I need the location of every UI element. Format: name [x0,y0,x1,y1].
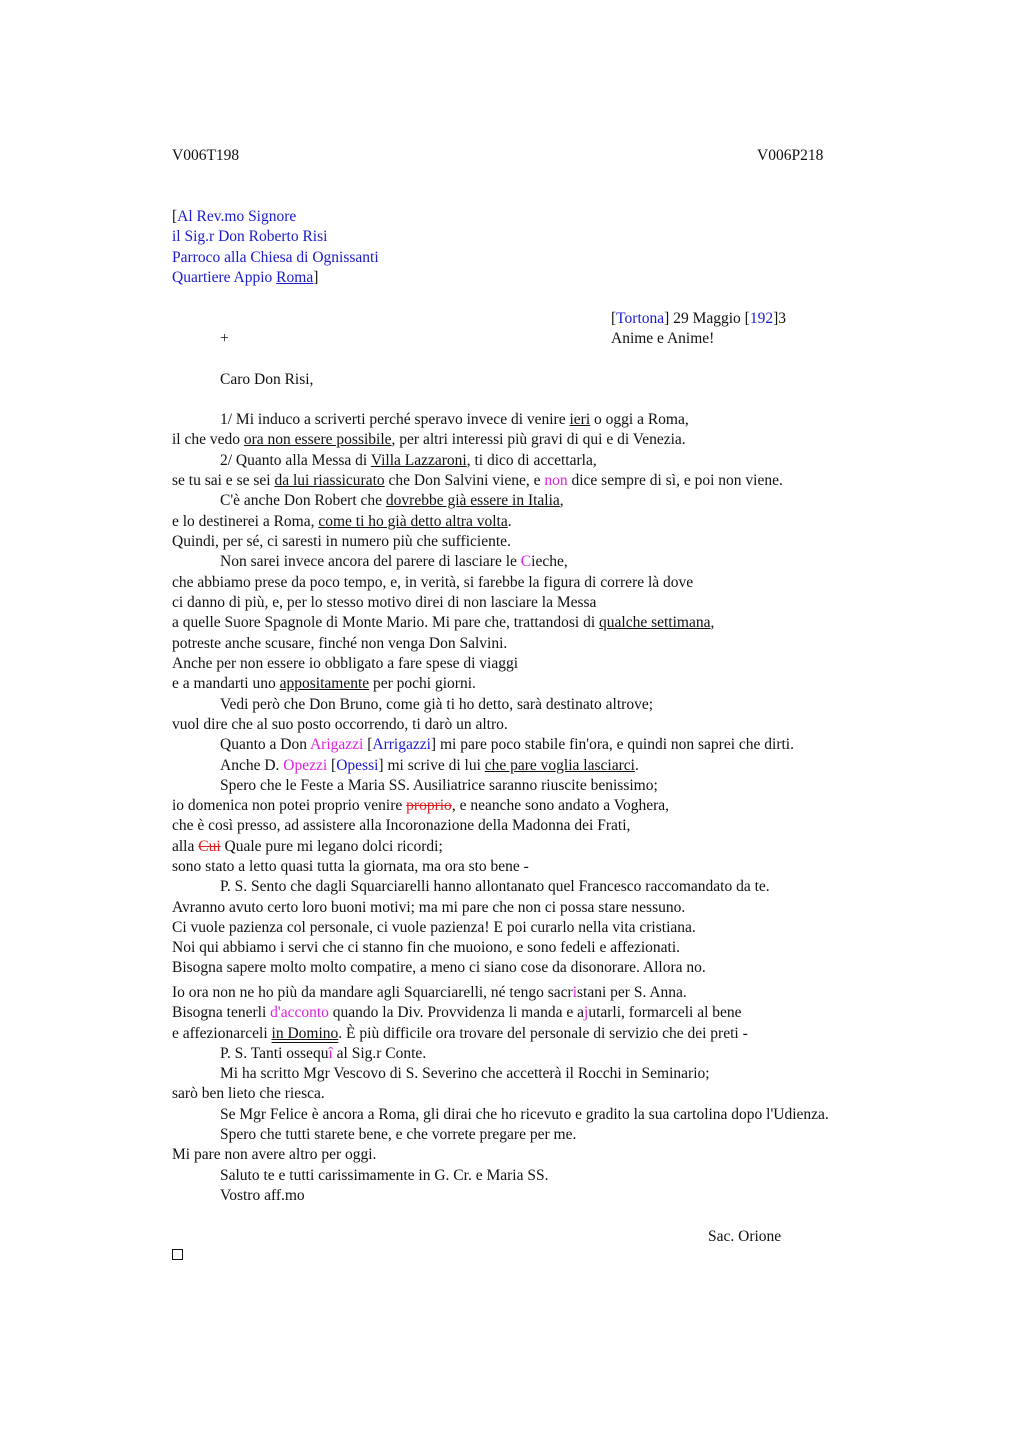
text-segment: o oggi a Roma, [590,411,689,428]
text-segment: qualche settimana [599,614,711,631]
text-segment: ieri [569,411,591,428]
text-segment: Io ora non ne ho più da mandare agli Squarciarelli, né tengo sacr [172,984,573,1001]
address-quarter: Quartiere Appio [172,269,277,286]
body-line [220,491,564,511]
body-line [220,756,639,776]
body-line [172,796,669,816]
address-line-2: il Sig.r Don Roberto Risi [172,228,328,245]
body-line: Spero che le Feste a Maria SS. Ausiliatrice saranno riuscite benissimo; [220,777,658,794]
text-segment: . [507,513,512,530]
text-segment: 1/ Mi induco a scriverti perché speravo invece di venire [220,411,570,428]
body-line [220,1044,426,1064]
salutation: Caro Don Risi, [220,371,314,388]
document-code-right: V006P218 [757,147,824,164]
body-line: P. S. Sento che dagli Squarciarelli hanno allontanato quel Francesco raccomandato da te. [220,878,770,895]
text-segment: appositamente [279,675,370,692]
body-line: Bisogna sapere molto molto compatire, a meno ci siano cose da disonorare. Allora no. [172,959,706,976]
body-line [172,1003,742,1023]
body-line: Ci vuole pazienza col personale, ci vuole pazienza! E poi curarlo nella vita cristiana. [172,919,696,936]
body-line: Anche per non essere io obbligato a fare spese di viaggi [172,655,519,672]
text-segment: Arigazzi [309,736,364,753]
body-line [220,410,689,430]
text-segment: per pochi giorni. [369,675,476,692]
body-line: Quindi, per sé, ci saresti in numero più che sufficiente. [172,533,511,550]
text-segment: Quanto a Don [220,736,310,753]
body-line [220,451,597,471]
text-segment: utarli, formarceli al bene [588,1004,742,1021]
end-box-icon [172,1249,183,1260]
document-code-left: V006T198 [172,147,240,164]
body-line: sarò ben lieto che riesca. [172,1085,325,1102]
text-segment: che Don Salvini viene, e [384,472,545,489]
text-segment: Villa Lazzaroni [370,452,467,469]
text-segment: ] mi pare poco stabile fin'ora, e quindi non saprei che dirti. [430,736,794,753]
body-line [172,471,783,491]
text-segment: Bisogna tenerli [172,1004,271,1021]
text-segment: ora non essere possibile [243,431,392,448]
text-segment: il che vedo [172,431,244,448]
body-line: Spero che tutti starete bene, e che vorrete pregare per me. [220,1126,577,1143]
year-part: 192 [749,310,774,327]
text-segment: e a mandarti uno [172,675,280,692]
text-segment: io domenica non potei proprio venire [172,797,407,814]
body-line: Saluto te e tutti carissimamente in G. Cr. e Maria SS. [220,1167,549,1184]
signature: Sac. Orione [708,1228,782,1245]
text-segment: e lo destinerei a Roma, [172,513,319,530]
text-segment: . [634,757,639,774]
text-segment: d'acconto [270,1004,329,1021]
dateline [611,309,786,329]
address-line-1 [172,207,296,227]
body-line: Noi qui abbiamo i servi che ci stanno fin che muoiono, e sono fedeli e affezionati. [172,939,681,956]
text-segment: , e neanche sono andato a Voghera, [451,797,670,814]
text-segment: dovrebbe già essere in Italia [385,492,560,509]
body-line [172,983,687,1003]
address-line-3: Parroco alla Chiesa di Ognissanti [172,249,379,266]
text-segment: che pare voglia lasciarci [484,757,635,774]
body-line [172,430,686,450]
body-line: Se Mgr Felice è ancora a Roma, gli dirai che ho ricevuto e gradito la sua cartolina dopo l'Udienza. [220,1106,829,1123]
text-segment: come ti ho già detto altra volta [318,513,508,530]
body-line [172,674,476,694]
text-segment: P. S. Tanti ossequ [220,1045,329,1062]
text-segment: Cui [198,838,221,855]
text-segment: [ [327,757,337,774]
text-segment: da lui riassicurato [274,472,385,489]
body-line: ci danno di più, e, per lo stesso motivo direi di non lasciare la Messa [172,594,597,611]
text-segment: j [584,1004,589,1021]
text-segment: a quelle Suore Spagnole di Monte Mario. Mi pare che, trattandosi di [172,614,600,631]
text-segment: Non sarei invece ancora del parere di lasciare le [220,553,521,570]
text-segment: Anche D. [220,757,284,774]
text-segment: alla [172,838,199,855]
text-segment: . È più difficile ora trovare del personale di servizio che dei preti - [338,1025,748,1042]
text-segment: , per altri interessi più gravi di qui e di Venezia. [391,431,686,448]
address-line-4 [172,268,318,288]
addressee-title: Al Rev.mo Signore [177,208,297,225]
place: Tortona [616,310,665,327]
body-line: che abbiamo prese da poco tempo, e, in verità, si farebbe la figura di correre là dove [172,574,694,591]
bracket: [ [172,208,178,225]
text-segment: stani per S. Anna. [577,984,687,1001]
closing: Vostro aff.mo [220,1187,305,1204]
cross-mark: + [220,330,229,347]
text-segment: i [572,984,578,1001]
text-segment: ] mi scrive di lui [378,757,485,774]
text-segment: in Domino [271,1025,339,1042]
body-line: Avranno avuto certo loro buoni motivi; ma mi pare che non ci possa stare nessuno. [172,899,686,916]
text-segment: , [559,492,564,509]
text-segment: Opezzi [283,757,328,774]
date-text: ] 29 Maggio [ [664,310,750,327]
body-line [220,552,568,572]
text-segment: e affezionarceli [172,1025,272,1042]
text-segment: C'è anche Don Robert che [220,492,386,509]
text-segment: Opessi [336,757,379,774]
text-segment: se tu sai e se sei [172,472,275,489]
body-line [172,1024,748,1044]
text-segment: , [710,614,715,631]
text-segment: non [544,472,568,489]
text-segment: dice sempre di sì, e poi non viene. [567,472,783,489]
body-line: che è così presso, ad assistere alla Incoronazione della Madonna dei Frati, [172,817,631,834]
body-line: vuol dire che al suo posto occorrendo, ti darò un altro. [172,716,508,733]
body-line: Mi ha scritto Mgr Vescovo di S. Severino che accetterà il Rocchi in Seminario; [220,1065,710,1082]
text-segment: 2/ Quanto alla Messa di [220,452,371,469]
body-line [220,735,794,755]
text-segment: quando la Div. Provvidenza li manda e a [328,1004,585,1021]
motto: Anime e Anime! [611,330,715,347]
text-segment: , ti dico di accettarla, [466,452,597,469]
body-line [172,512,512,532]
bracket: [ [611,310,617,327]
body-line: Vedi però che Don Bruno, come già ti ho detto, sarà destinato altrove; [220,696,654,713]
text-segment: Quale pure mi legano dolci ricordi; [220,838,443,855]
text-segment: î [328,1045,333,1062]
text-segment: al Sig.r Conte. [332,1045,427,1062]
body-line: sono stato a letto quasi tutta la giornata, ma ora sto bene - [172,858,529,875]
text-segment: ieche, [531,553,568,570]
body-line: Mi pare non avere altro per oggi. [172,1146,377,1163]
text-segment: Arrigazzi [372,736,431,753]
text-segment: C [520,553,532,570]
body-line: potreste anche scusare, finché non venga Don Salvini. [172,635,508,652]
year-end: ]3 [773,310,786,327]
address-city: Roma [276,269,314,286]
text-segment: [ [363,736,373,753]
body-line [172,837,443,857]
bracket: ] [313,269,319,286]
body-line [172,613,714,633]
text-segment: proprio [406,797,452,814]
